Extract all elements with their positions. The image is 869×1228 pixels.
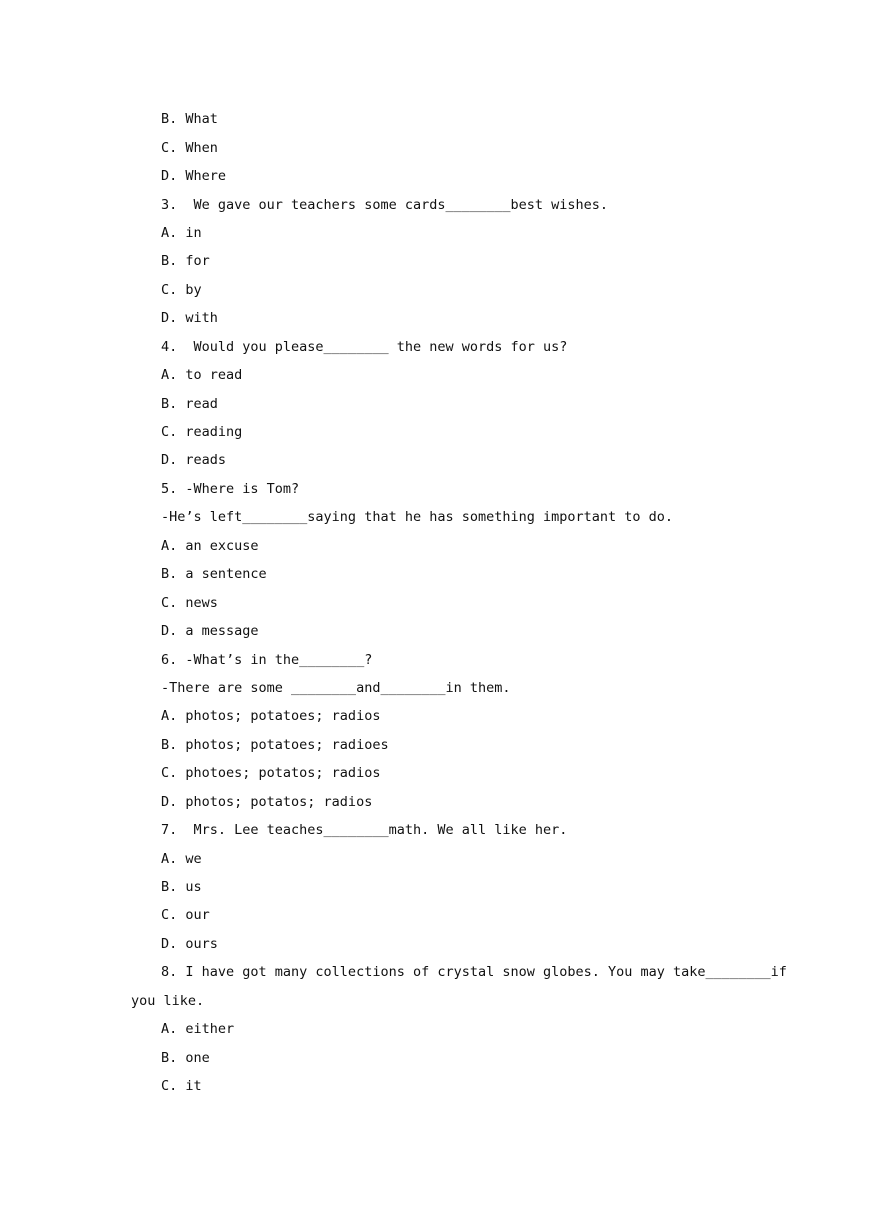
question-7: 7. Mrs. Lee teaches________math. We all like her. xyxy=(161,822,568,838)
q4-option-b: B. read xyxy=(161,396,218,412)
question-5-reply: -He’s left________saying that he has something important to do. xyxy=(161,509,674,525)
option-b-what: B. What xyxy=(161,111,218,127)
q5-option-a: A. an excuse xyxy=(161,538,259,554)
q7-option-c: C. our xyxy=(161,907,210,923)
q4-option-a: A. to read xyxy=(161,367,243,383)
q5-option-b: B. a sentence xyxy=(161,566,267,582)
q3-option-c: C. by xyxy=(161,282,202,298)
q6-option-b: B. photos; potatoes; radioes xyxy=(161,737,389,753)
q6-option-c: C. photoes; potatos; radios xyxy=(161,765,381,781)
q4-option-c: C. reading xyxy=(161,424,243,440)
question-8: 8. I have got many collections of crystal snow globes. You may take________if xyxy=(161,964,787,980)
q3-option-d: D. with xyxy=(161,310,218,326)
q4-option-d: D. reads xyxy=(161,452,227,468)
q3-option-b: B. for xyxy=(161,253,210,269)
q6-option-d: D. photos; potatos; radios xyxy=(161,794,373,810)
question-6: 6. -What’s in the________? xyxy=(161,652,373,668)
q8-option-b: B. one xyxy=(161,1050,210,1066)
q7-option-b: B. us xyxy=(161,879,202,895)
question-4: 4. Would you please________ the new words for us? xyxy=(161,339,568,355)
q8-option-c: C. it xyxy=(161,1078,202,1094)
option-c-when: C. When xyxy=(161,140,218,156)
q7-option-a: A. we xyxy=(161,851,202,867)
q8-option-a: A. either xyxy=(161,1021,235,1037)
q5-option-c: C. news xyxy=(161,595,218,611)
question-8-continuation: you like. xyxy=(131,993,205,1009)
option-d-where: D. Where xyxy=(161,168,227,184)
q6-option-a: A. photos; potatoes; radios xyxy=(161,708,381,724)
q5-option-d: D. a message xyxy=(161,623,259,639)
question-3: 3. We gave our teachers some cards________best wishes. xyxy=(161,197,609,213)
q3-option-a: A. in xyxy=(161,225,202,241)
question-5: 5. -Where is Tom? xyxy=(161,481,300,497)
q7-option-d: D. ours xyxy=(161,936,218,952)
question-6-reply: -There are some ________and________in them. xyxy=(161,680,511,696)
